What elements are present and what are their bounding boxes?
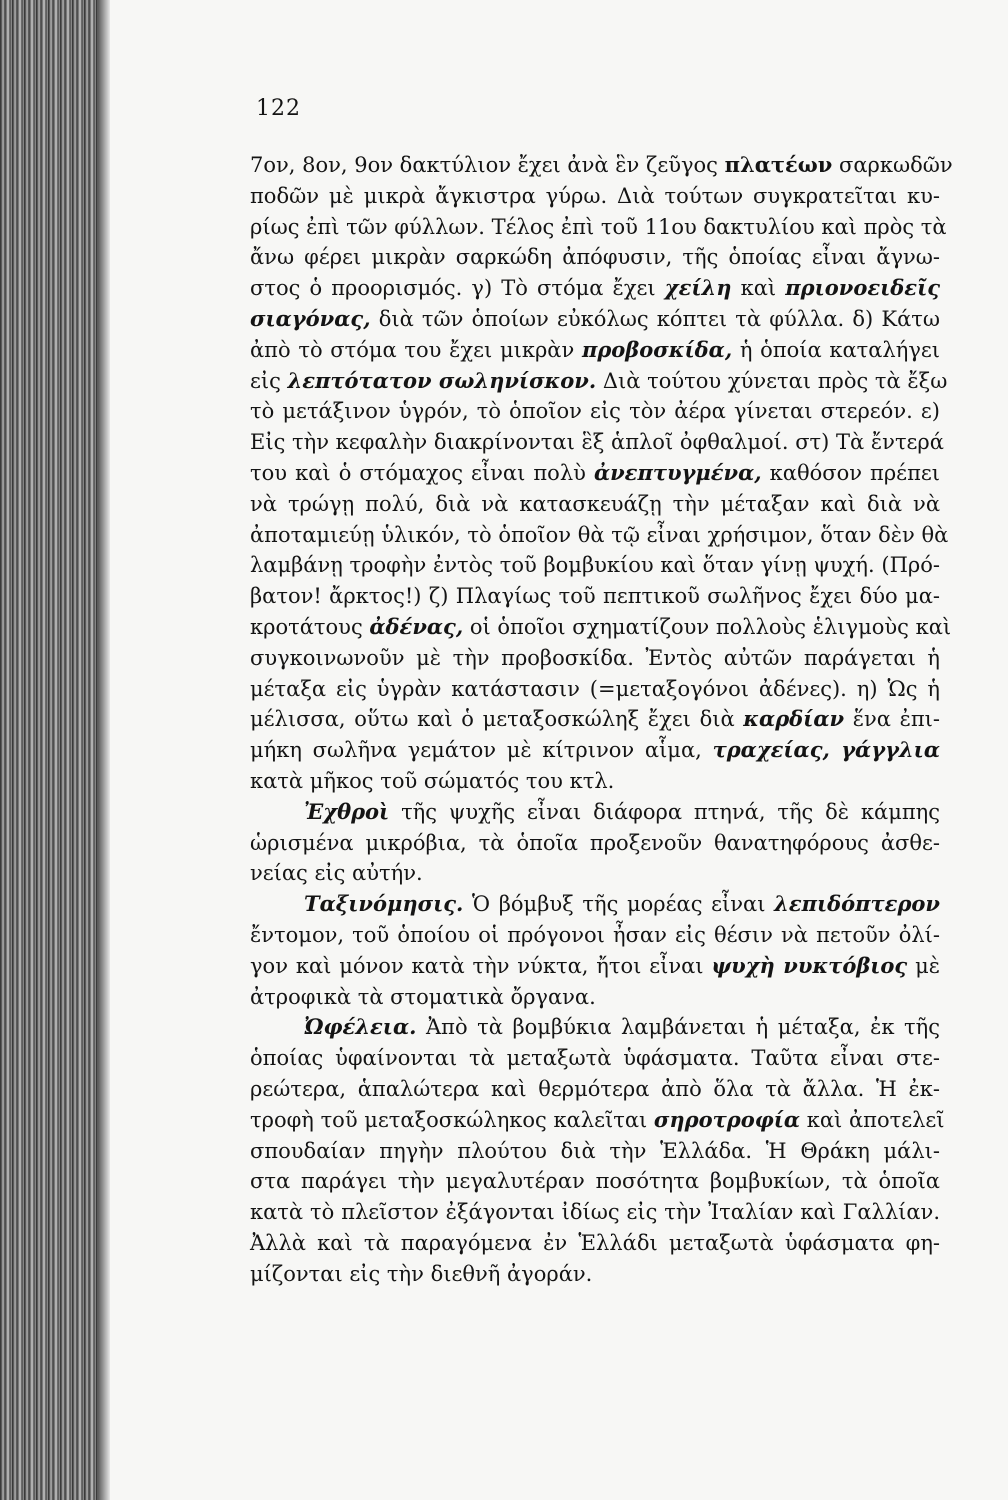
- text-line: [250, 273, 940, 304]
- text-line: [250, 304, 940, 335]
- text-line: [250, 1136, 940, 1167]
- text-run: ρίως ἐπὶ τῶν φύλλων. Τέλος ἐπὶ τοῦ 11ου δακτυλίου καὶ πρὸς τὰ: [250, 214, 947, 239]
- text-run: ποδῶν μὲ μικρὰ ἄγκιστρα γύρω. Διὰ τούτων συγκρατεῖται κυ-: [250, 183, 940, 208]
- text-run: συγκοινωνοῦν μὲ τὴν προβοσκίδα. Ἐντὸς αὐτῶν παράγεται ἡ: [250, 645, 940, 670]
- text-line: [250, 920, 940, 951]
- text-run: 7ον, 8ον, 9ον δακτύλιον ἔχει ἀνὰ ἓν ζεῦγος: [250, 153, 725, 177]
- text-run: Ἀπὸ τὰ βομβύκια λαμβάνεται ἡ μέταξα, ἐκ τῆς: [416, 1015, 940, 1040]
- text-run: ἡ ὁποία καταλήγει: [732, 337, 940, 362]
- text-line: [250, 1259, 940, 1290]
- text-line: [250, 396, 940, 427]
- text-run: στος ὁ προορισμός. γ) Τὸ στόμα ἔχει: [250, 276, 665, 301]
- text-line: [250, 1043, 940, 1074]
- emphasized-term: ἀνεπτυγμένα,: [593, 459, 762, 485]
- text-run: Διὰ τούτου χύνεται πρὸς τὰ ἔξω: [596, 368, 948, 393]
- text-line: [250, 1074, 940, 1105]
- text-run: μέλισσα, οὕτω καὶ ὁ μεταξοσκώληξ ἔχει διὰ: [250, 707, 744, 732]
- text-line: [250, 1228, 940, 1259]
- text-run: τῆς ψυχῆς εἶναι διάφορα πτηνά, τῆς δὲ κάμπης: [389, 799, 940, 824]
- text-run: ὁποίας ὑφαίνονται τὰ μεταξωτὰ ὑφάσματα. Ταῦτα εἶναι στε-: [250, 1046, 940, 1071]
- text-line: [250, 1197, 940, 1228]
- text-run: οἱ ὁποῖοι σχηματίζουν πολλοὺς ἑλιγμοὺς καὶ: [463, 614, 952, 639]
- text-line: [250, 766, 940, 797]
- text-line: [250, 150, 953, 181]
- text-line: [250, 181, 940, 212]
- text-run: μέταξα εἰς ὑγρὰν κατάστασιν (=μεταξογόνοι ἀδένες). η) Ὡς ἡ: [250, 676, 940, 701]
- text-line: [250, 427, 944, 458]
- body-text: [250, 150, 953, 1289]
- text-line: [250, 458, 940, 489]
- text-run: καὶ: [731, 276, 786, 301]
- text-line: [250, 797, 940, 828]
- text-line: [250, 550, 940, 581]
- text-run: κροτάτους: [250, 614, 370, 639]
- text-line: [250, 1166, 940, 1197]
- text-run: τροφὴ τοῦ μεταξοσκώληκος καλεῖται: [250, 1107, 654, 1132]
- emphasized-term: Ὠφέλεια.: [304, 1014, 417, 1040]
- text-run: γον καὶ μόνον κατὰ τὴν νύκτα, ἤτοι εἶναι: [250, 953, 712, 978]
- text-run: βατον! ἄρκτος!) ζ) Πλαγίως τοῦ πεπτικοῦ σωλῆνος ἔχει δύο μα-: [250, 584, 940, 609]
- text-line: [250, 982, 940, 1013]
- text-line: [250, 520, 949, 551]
- emphasized-term: προβοσκίδα,: [581, 336, 733, 362]
- text-run: του καὶ ὁ στόμαχος εἶναι πολὺ: [250, 460, 594, 485]
- book-gutter-shadow: [98, 0, 110, 1500]
- emphasized-term: Ταξινόμησις.: [304, 891, 464, 917]
- text-run: ἀτροφικὰ τὰ στοματικὰ ὄργανα.: [250, 984, 596, 1009]
- emphasized-term: ἀδένας,: [369, 613, 464, 639]
- text-run: Ἀλλὰ καὶ τὰ παραγόμενα ἐν Ἑλλάδι μεταξωτὰ ὑφάσματα φη-: [250, 1230, 940, 1255]
- text-line: [250, 704, 940, 735]
- text-line: [250, 1012, 940, 1043]
- text-run: στα παράγει τὴν μεγαλυτέραν ποσότητα βομβυκίων, τὰ ὁποῖα: [250, 1169, 940, 1194]
- text-run: ἀπὸ τὸ στόμα του ἔχει μικρὰν: [250, 337, 582, 362]
- emphasized-term: τραχείας, γάγγλια: [712, 737, 940, 763]
- text-line: [250, 951, 940, 982]
- page-number: 122: [256, 96, 301, 121]
- emphasized-term: σηροτροφία: [653, 1106, 801, 1132]
- text-run: μίζονται εἰς τὴν διεθνῆ ἀγοράν.: [250, 1261, 593, 1286]
- text-run: σπουδαίαν πηγὴν πλούτου διὰ τὴν Ἑλλάδα. Ἡ Θράκη μάλι-: [250, 1138, 940, 1163]
- text-run: μὲ: [907, 953, 941, 978]
- text-run: καθόσον πρέπει: [761, 460, 940, 485]
- text-line: [250, 242, 940, 273]
- text-run: σαρκωδῶν: [832, 153, 953, 177]
- emphasized-term: χείλη: [664, 275, 732, 301]
- text-line: [250, 581, 940, 612]
- text-line: [250, 1105, 945, 1136]
- text-run: καὶ ἀποτελεῖ: [800, 1107, 945, 1132]
- text-run: Εἰς τὴν κεφαλὴν διακρίνονται ἓξ ἁπλοῖ ὀφθαλμοί. στ) Τὰ ἔντερά: [250, 430, 944, 455]
- text-run: κατὰ μῆκος τοῦ σώματός του κτλ.: [250, 768, 615, 793]
- text-run: ἔντομον, τοῦ ὁποίου οἱ πρόγονοι ἦσαν εἰς θέσιν νὰ πετοῦν ὀλί-: [250, 922, 940, 947]
- text-run: ἄνω φέρει μικρὰν σαρκώδη ἀπόφυσιν, τῆς ὁποίας εἶναι ἄγνω-: [250, 245, 940, 270]
- text-run: νείας εἰς αὐτήν.: [250, 861, 423, 886]
- text-line: [250, 643, 940, 674]
- text-run: τὸ μετάξινον ὑγρόν, τὸ ὁποῖον εἰς τὸν ἀέρα γίνεται στερεόν. ε): [250, 399, 940, 424]
- text-run: ἕνα ἐπι-: [844, 707, 940, 732]
- text-run: ρεώτερα, ἁπαλώτερα καὶ θερμότερα ἀπὸ ὅλα τὰ ἄλλα. Ἡ ἐκ-: [250, 1076, 940, 1101]
- emphasized-term: σιαγόνας,: [250, 305, 371, 331]
- emphasized-term: πριονοειδεῖς: [785, 275, 941, 301]
- emphasized-term: ψυχὴ νυκτόβιος: [711, 952, 908, 978]
- emphasized-term: καρδίαν: [743, 706, 845, 732]
- text-line: [250, 489, 940, 520]
- emphasized-term: λεπιδόπτερον: [774, 891, 940, 917]
- text-line: [250, 212, 947, 243]
- book-page-edges: [0, 0, 108, 1500]
- emphasized-term: λεπτότατον σωληνίσκον.: [287, 367, 597, 393]
- text-line: [250, 735, 940, 766]
- text-line: [250, 612, 952, 643]
- text-run: ἀποταμιεύῃ ὑλικόν, τὸ ὁποῖον θὰ τῷ εἶναι χρήσιμον, ὅταν δὲν θὰ: [250, 522, 949, 547]
- text-line: [250, 858, 940, 889]
- text-run: ὡρισμένα μικρόβια, τὰ ὁποῖα προξενοῦν θανατηφόρους ἀσθε-: [250, 830, 940, 855]
- text-line: [250, 828, 940, 859]
- text-line: [250, 889, 940, 920]
- bold-word: πλατέων: [724, 152, 833, 177]
- text-run: μήκη σωλῆνα γεμάτον μὲ κίτρινον αἷμα,: [250, 738, 713, 763]
- text-line: [250, 674, 940, 705]
- text-run: κατὰ τὸ πλεῖστον ἐξάγονται ἰδίως εἰς τὴν Ἰταλίαν καὶ Γαλλίαν.: [250, 1200, 940, 1225]
- emphasized-term: Ἐχθροὶ: [304, 798, 390, 824]
- text-run: νὰ τρώγῃ πολύ, διὰ νὰ κατασκευάζῃ τὴν μέταξαν καὶ διὰ νὰ: [250, 491, 940, 516]
- text-run: λαμβάνῃ τροφὴν ἐντὸς τοῦ βομβυκίου καὶ ὅταν γίνῃ ψυχή. (Πρό-: [250, 553, 940, 578]
- text-run: εἰς: [250, 368, 288, 393]
- text-line: [250, 366, 948, 397]
- text-line: [250, 335, 940, 366]
- text-run: Ὁ βόμβυξ τῆς μορέας εἶναι: [463, 892, 775, 917]
- text-run: διὰ τῶν ὁποίων εὐκόλως κόπτει τὰ φύλλα. δ) Κάτω: [370, 306, 940, 331]
